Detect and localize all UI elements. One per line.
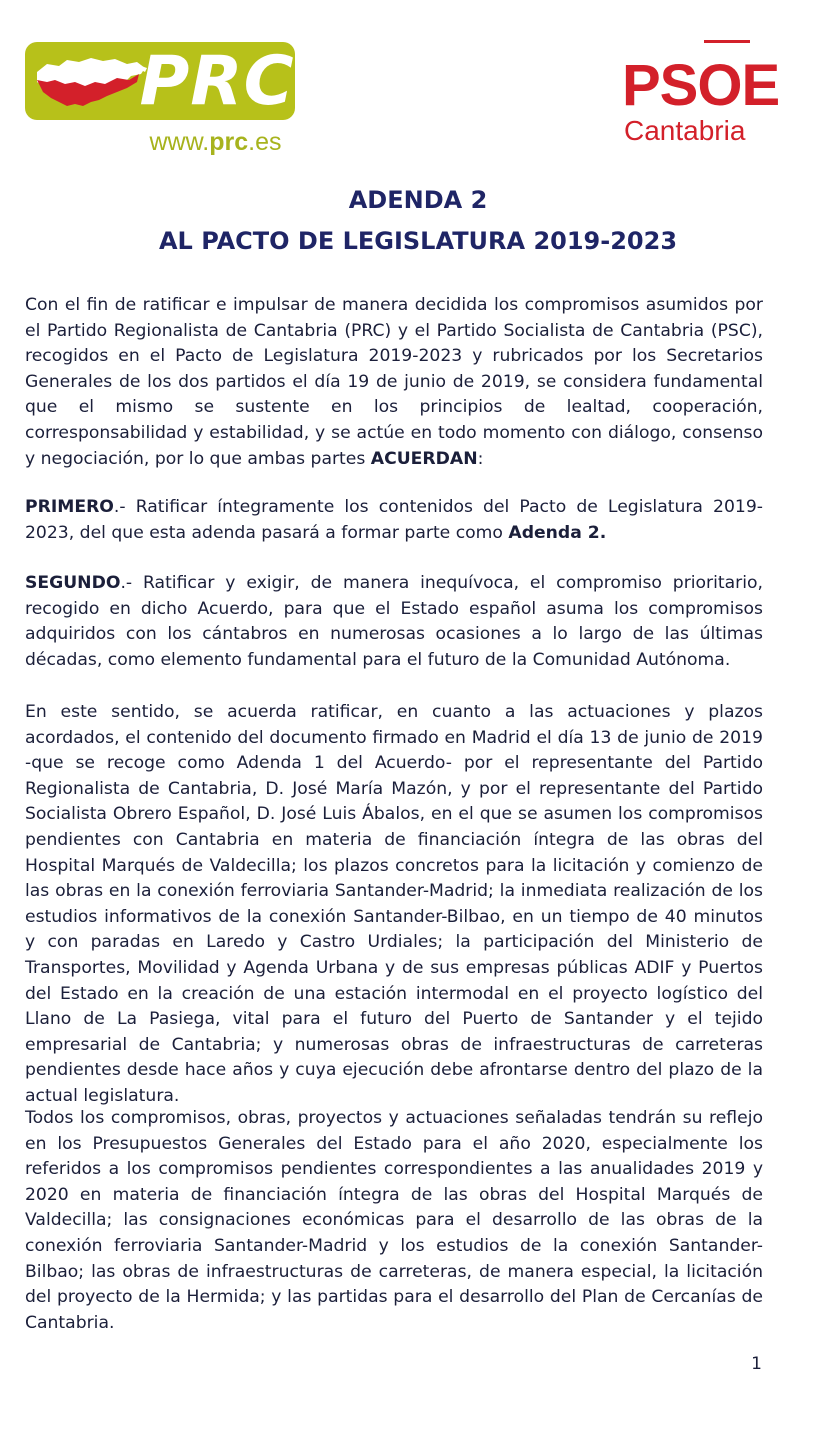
document-subtitle: AL PACTO DE LEGISLATURA 2019-2023 <box>158 227 678 255</box>
segundo-paragraph <box>25 571 763 673</box>
primero-label: PRIMERO <box>25 497 114 517</box>
prc-website-domain: prc <box>209 128 249 156</box>
prc-logo-badge <box>25 42 295 120</box>
sentido-paragraph: En este sentido, se acuerda ratificar, en cuanto a las actuaciones y plazos acordados, el contenido del documento firmado en Madrid el día 13 de junio de 2019 -que se recoge como Adenda 1 del Acuerdo- por el representante del Partido Regionalista de Cantabria, D. José María Mazón, y por el representante del Partido Socialista Obrero Español, D. José Luis Ábalos, en el que se asumen los compromisos pendientes con Cantabria en materia de financiación íntegra de las obras del Hospital Marqués de Valdecilla; los plazos concretos para la licitación y comienzo de las obras en la conexión ferroviaria Santander-Madrid; la inmediata realización de los estudios informativos de la conexión Santander-Bilbao, en un tiempo de 40 minutos y con paradas en Laredo y Castro Urdiales; la participación del Ministerio de Transportes, Movilidad y Agenda Urbana y de sus empresas públicas ADIF y Puertos del Estado en la creación de una estación intermodal en el proyecto logístico del Llano de La Pasiega, vital para el futuro del Puerto de Santander y el tejido empresarial de Cantabria; y numerosas obras de infraestructuras de carreteras pendientes desde hace años y cuya ejecución debe afrontarse dentro del plazo de la actual legislatura. <box>25 702 763 1106</box>
primero-text: .- Ratificar íntegramente los contenidos del Pacto de Legislatura 2019-2023, del que esta adenda pasará a formar parte como <box>25 497 763 543</box>
prc-logo-text: PRC <box>139 42 295 121</box>
psoe-logo-text: PSOE <box>622 53 780 118</box>
intro-end: : <box>477 448 484 469</box>
document-title: ADENDA 2 <box>348 186 488 214</box>
prc-website <box>133 128 298 157</box>
intro-paragraph <box>25 293 763 472</box>
todos-paragraph: Todos los compromisos, obras, proyectos y actuaciones señaladas tendrán su reflejo en los Presupuestos Generales del Estado para el año 2020, especialmente los referidos a los compromisos pendientes correspondientes a las anualidades 2019 y 2020 en materia de financiación íntegra de las obras del Hospital Marqués de Valdecilla; las consignaciones económicas para el desarrollo de las obras de la conexión ferroviaria Santander-Madrid y los estudios de la conexión Santander-Bilbao; las obras de infraestructuras de carreteras, de manera especial, la licitación del proyecto de la Hermida; y las partidas para el desarrollo del Plan de Cercanías de Cantabria. <box>25 1108 763 1333</box>
segundo-label: SEGUNDO <box>25 573 121 593</box>
psoe-accent-bar <box>704 40 750 43</box>
primero-paragraph <box>25 495 763 546</box>
intro-text: Con el fin de ratificar e impulsar de manera decidida los compromisos asumidos por el Partido Regionalista de Cantabria (PRC) y el Partido Socialista de Cantabria (PSC), recogidos en el Pacto de Legislatura 2019-2023 y rubricados por los Secretarios Generales de los dos partidos el día 19 de junio de 2019, se considera fundamental que el mismo se sustente en los principios de lealtad, cooperación, corresponsabilidad y estabilidad, y se actúe en todo momento con diálogo, consenso y negociación, por lo que ambas partes <box>25 295 763 469</box>
prc-website-suffix: .es <box>248 128 282 156</box>
psoe-logo <box>618 40 780 146</box>
primero-bold: Adenda 2. <box>508 522 607 543</box>
segundo-text: .- Ratificar y exigir, de manera inequívoca, el compromiso prioritario, recogido en dicho Acuerdo, para que el Estado español asuma los compromisos adquiridos con los cántabros en numerosas ocasiones a lo largo de las últimas décadas, como elemento fundamental para el futuro de la Comunidad Autónoma. <box>25 573 763 670</box>
psoe-logo-subtitle: Cantabria <box>624 115 746 146</box>
page-number: 1 <box>751 1354 762 1374</box>
intro-bold: ACUERDAN <box>370 448 478 469</box>
cantabria-map-icon <box>33 52 151 110</box>
prc-website-prefix: www. <box>149 128 210 156</box>
prc-logo <box>25 42 297 157</box>
